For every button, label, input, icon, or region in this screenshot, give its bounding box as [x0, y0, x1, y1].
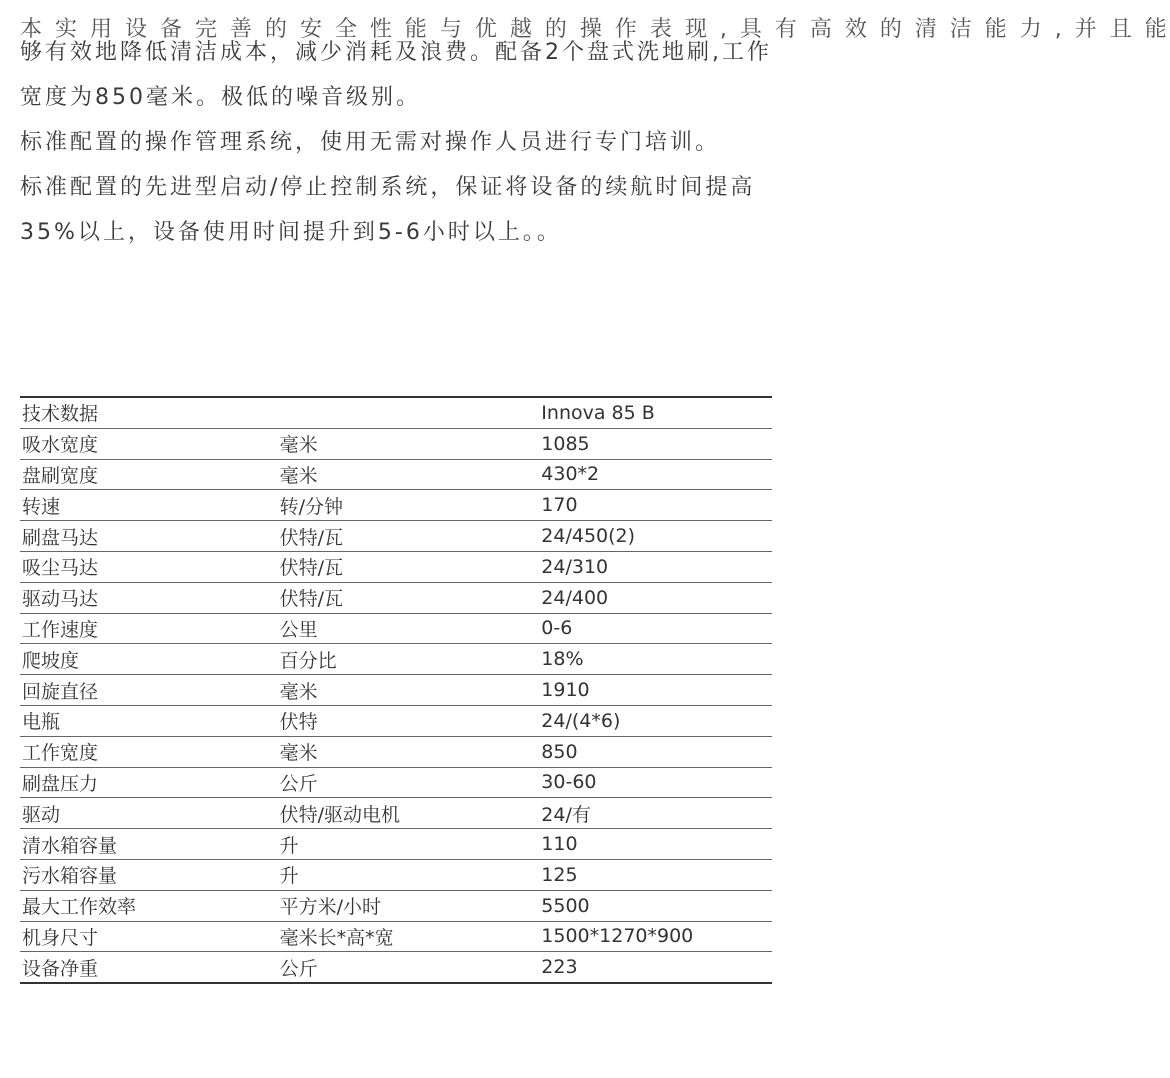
- table-row: [20, 767, 772, 798]
- spec-name-cell: 转速: [20, 490, 278, 521]
- spec-unit-cell: 平方米/小时: [278, 890, 540, 921]
- table-row: [20, 490, 772, 521]
- spec-name-cell: 爬坡度: [20, 644, 278, 675]
- spec-value-cell: 170: [539, 490, 772, 521]
- spec-value-cell: 18%: [539, 644, 772, 675]
- spec-name-cell: 刷盘压力: [20, 767, 278, 798]
- spec-unit-cell: 毫米: [278, 736, 540, 767]
- table-row: [20, 551, 772, 582]
- spec-name-cell: 盘刷宽度: [20, 459, 278, 490]
- spec-name-cell: 驱动: [20, 798, 278, 829]
- table-row: [20, 428, 772, 459]
- spec-value-cell: 850: [539, 736, 772, 767]
- spec-value-cell: 24/有: [539, 798, 772, 829]
- spec-value-cell: 223: [539, 952, 772, 983]
- table-row: [20, 459, 772, 490]
- spec-unit-cell: 伏特: [278, 705, 540, 736]
- spec-value-cell: 125: [539, 859, 772, 890]
- table-row: [20, 675, 772, 706]
- intro-text: [20, 17, 1170, 255]
- spec-name-cell: 设备净重: [20, 952, 278, 983]
- spec-name-cell: 最大工作效率: [20, 890, 278, 921]
- spec-name-cell: 吸水宽度: [20, 428, 278, 459]
- intro-paragraph: 标准配置的操作管理系统，使用无需对操作人员进行专门培训。: [20, 130, 721, 155]
- spec-value-cell: 24/(4*6): [539, 705, 772, 736]
- spec-value-cell: 1085: [539, 428, 772, 459]
- table-header-row: [20, 397, 772, 428]
- header-name-cell: 技术数据: [20, 397, 278, 428]
- spec-unit-cell: 公斤: [278, 952, 540, 983]
- spec-value-cell: 24/450(2): [539, 521, 772, 552]
- spec-value-cell: 5500: [539, 890, 772, 921]
- spec-unit-cell: 毫米: [278, 428, 540, 459]
- table-row: [20, 644, 772, 675]
- spec-value-cell: 1500*1270*900: [539, 921, 772, 952]
- spec-name-cell: 刷盘马达: [20, 521, 278, 552]
- spec-unit-cell: 伏特/瓦: [278, 521, 540, 552]
- table-row: [20, 705, 772, 736]
- header-unit-cell: [278, 397, 540, 428]
- spec-unit-cell: 升: [278, 829, 540, 860]
- spec-unit-cell: 毫米: [278, 459, 540, 490]
- spec-unit-cell: 伏特/驱动电机: [278, 798, 540, 829]
- spec-name-cell: 工作速度: [20, 613, 278, 644]
- intro-partial-line: 本 实 用 设 备 完 善 的 安 全 性 能 与 优 越 的 操 作 表 现 , 具 有 高 效 的 清 洁 能 力 , 并 且 能: [20, 17, 1170, 42]
- table-row: [20, 798, 772, 829]
- table-row: [20, 521, 772, 552]
- spec-unit-cell: 公斤: [278, 767, 540, 798]
- spec-name-cell: 回旋直径: [20, 675, 278, 706]
- spec-value-cell: 24/400: [539, 582, 772, 613]
- table-row: [20, 890, 772, 921]
- spec-unit-cell: 百分比: [278, 644, 540, 675]
- table-row: [20, 952, 772, 983]
- spec-value-cell: 30-60: [539, 767, 772, 798]
- spec-value-cell: 430*2: [539, 459, 772, 490]
- spec-value-cell: 110: [539, 829, 772, 860]
- spec-unit-cell: 毫米长*高*宽: [278, 921, 540, 952]
- table-row: [20, 859, 772, 890]
- spec-unit-cell: 转/分钟: [278, 490, 540, 521]
- table-row: [20, 921, 772, 952]
- spec-value-cell: 0-6: [539, 613, 772, 644]
- intro-paragraph: 够有效地降低清洁成本，减少消耗及浪费。配备2个盘式洗地刷,工作宽度为850毫米。极低的噪音级别。: [20, 40, 772, 110]
- table-row: [20, 613, 772, 644]
- spec-unit-cell: 升: [278, 859, 540, 890]
- spec-value-cell: 1910: [539, 675, 772, 706]
- spec-unit-cell: 伏特/瓦: [278, 582, 540, 613]
- spec-name-cell: 清水箱容量: [20, 829, 278, 860]
- spec-name-cell: 吸尘马达: [20, 551, 278, 582]
- spec-name-cell: 电瓶: [20, 705, 278, 736]
- table-row: [20, 829, 772, 860]
- spec-table: [20, 396, 772, 984]
- spec-name-cell: 污水箱容量: [20, 859, 278, 890]
- spec-unit-cell: 毫米: [278, 675, 540, 706]
- header-model-cell: Innova 85 B: [539, 397, 772, 428]
- spec-name-cell: 机身尺寸: [20, 921, 278, 952]
- intro-paragraph: 标准配置的先进型启动/停止控制系统，保证将设备的续航时间提高35%以上，设备使用时间提升到5-6小时以上。。: [20, 175, 756, 245]
- spec-unit-cell: 公里: [278, 613, 540, 644]
- spec-name-cell: 驱动马达: [20, 582, 278, 613]
- spec-unit-cell: 伏特/瓦: [278, 551, 540, 582]
- spec-value-cell: 24/310: [539, 551, 772, 582]
- spec-name-cell: 工作宽度: [20, 736, 278, 767]
- table-row: [20, 582, 772, 613]
- table-row: [20, 736, 772, 767]
